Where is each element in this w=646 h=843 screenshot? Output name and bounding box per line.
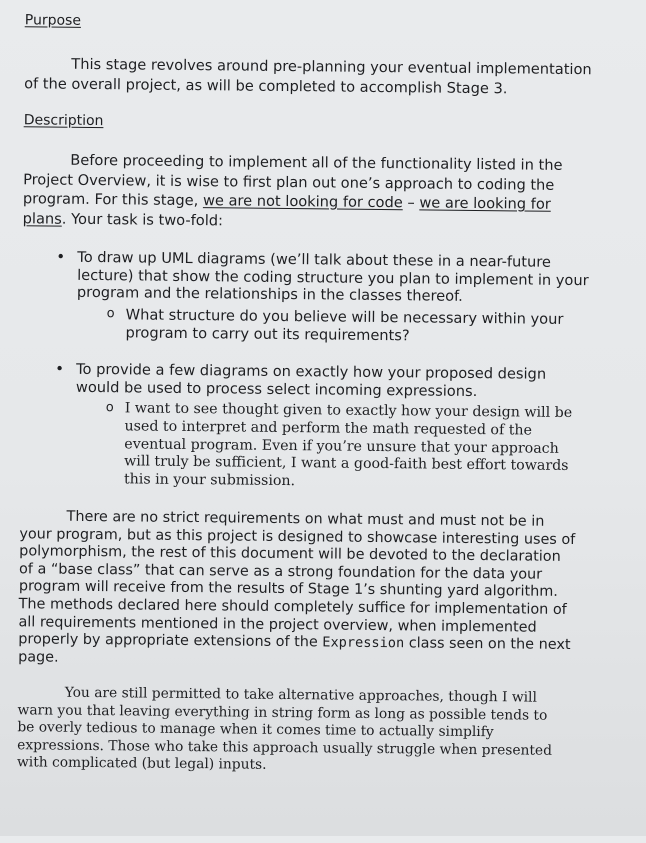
bullet-item-diagrams xyxy=(55,359,631,402)
intro-line-1: Before proceeding to implement all of the functionality listed in the xyxy=(70,151,563,174)
bullet-1-line-3: program and the relationships in the classes thereof. xyxy=(76,283,463,305)
req-line-8-text: properly by appropriate extensions of the xyxy=(18,631,323,651)
sub-1-line-1: What structure do you believe will be necessary within your xyxy=(125,306,564,328)
purpose-paragraph xyxy=(24,54,636,99)
alternatives-paragraph xyxy=(17,684,630,778)
intro-line-2: Project Overview, it is wise to first plan out one’s approach to coding the xyxy=(23,170,555,194)
req-line-8-tail: class seen on the next xyxy=(404,635,571,654)
emphasis-plans: plans xyxy=(22,209,62,228)
bullet-symbol: • xyxy=(56,247,66,266)
bullet-1-line-2: lecture) that show the coding structure you plan to implement in your xyxy=(77,266,589,289)
req-line-1: There are no strict requirements on what must and must not be in xyxy=(66,508,545,530)
alt-line-4: expressions. Those who take this approach usually struggle when presented xyxy=(17,737,553,759)
sub-bullet-symbol: o xyxy=(105,400,114,416)
alt-line-3: be overly tedious to manage when it comes time to actually simplify xyxy=(17,719,494,741)
sub-bullet-symbol: o xyxy=(106,306,115,322)
alt-line-5: with complicated (but legal) inputs. xyxy=(16,754,267,774)
sub-1-line-2: program to carry out its requirements? xyxy=(125,323,410,344)
description-heading: Description xyxy=(23,112,104,130)
emphasis-not-code: we are not looking for code xyxy=(202,192,403,212)
alt-line-2: warn you that leaving everything in string form as long as possible tends to xyxy=(17,701,548,724)
req-line-2: your program, but as this project is designed to showcase interesting uses of xyxy=(19,525,576,548)
req-line-6: The methods declared here should completely suffice for implementation of xyxy=(18,596,567,618)
intro-line-3-text: program. For this stage, xyxy=(22,190,204,210)
sub-2-line-3: eventual program. Even if you’re unsure that your approach xyxy=(124,435,559,457)
intro-line-4-text: . Your task is two-fold: xyxy=(61,210,224,229)
req-line-4: of a “base class” that can serve as a strong foundation for the data your xyxy=(18,561,543,583)
bullet-symbol: • xyxy=(55,359,65,378)
sub-2-line-4: will truly be sufficient, I want a good-faith best effort towards xyxy=(124,453,569,475)
sub-bullet-structure xyxy=(106,306,625,346)
purpose-line-2: of the overall project, as will be completed to accomplish Stage 3. xyxy=(24,74,508,97)
code-expression: Expression xyxy=(322,634,405,652)
req-line-5: program will receive from the results of Stage 1’s shunting yard algorithm. xyxy=(18,578,558,601)
alt-line-1: You are still permitted to take alternative approaches, though I will xyxy=(64,684,538,706)
description-intro xyxy=(23,150,636,234)
bullet-1-line-1: To draw up UML diagrams (we’ll talk about these in a near-future xyxy=(77,248,552,271)
purpose-line-1: This stage revolves around pre-planning your eventual implementation xyxy=(71,55,592,79)
req-line-3: polymorphism, the rest of this document will be devoted to the declaration xyxy=(19,543,561,566)
sub-2-line-1: I want to see thought given to exactly how your design will be xyxy=(124,400,573,422)
sub-bullet-thought xyxy=(105,400,625,494)
emphasis-looking-for: we are looking for xyxy=(419,194,551,213)
sub-2-line-5: this in your submission. xyxy=(123,471,296,490)
req-line-9: page. xyxy=(18,648,59,666)
req-line-7: all requirements mentioned in the project overview, when implemented xyxy=(18,613,537,636)
bullet-item-uml xyxy=(56,247,633,307)
sub-2-line-2: used to interpret and perform the math requested of the xyxy=(124,418,533,439)
purpose-heading: Purpose xyxy=(24,12,82,29)
requirements-paragraph xyxy=(18,508,632,673)
intro-dash: – xyxy=(402,194,420,212)
bullet-2-line-2: would be used to process select incoming expressions. xyxy=(75,378,478,400)
bullet-2-line-1: To provide a few diagrams on exactly how your proposed design xyxy=(76,360,547,383)
